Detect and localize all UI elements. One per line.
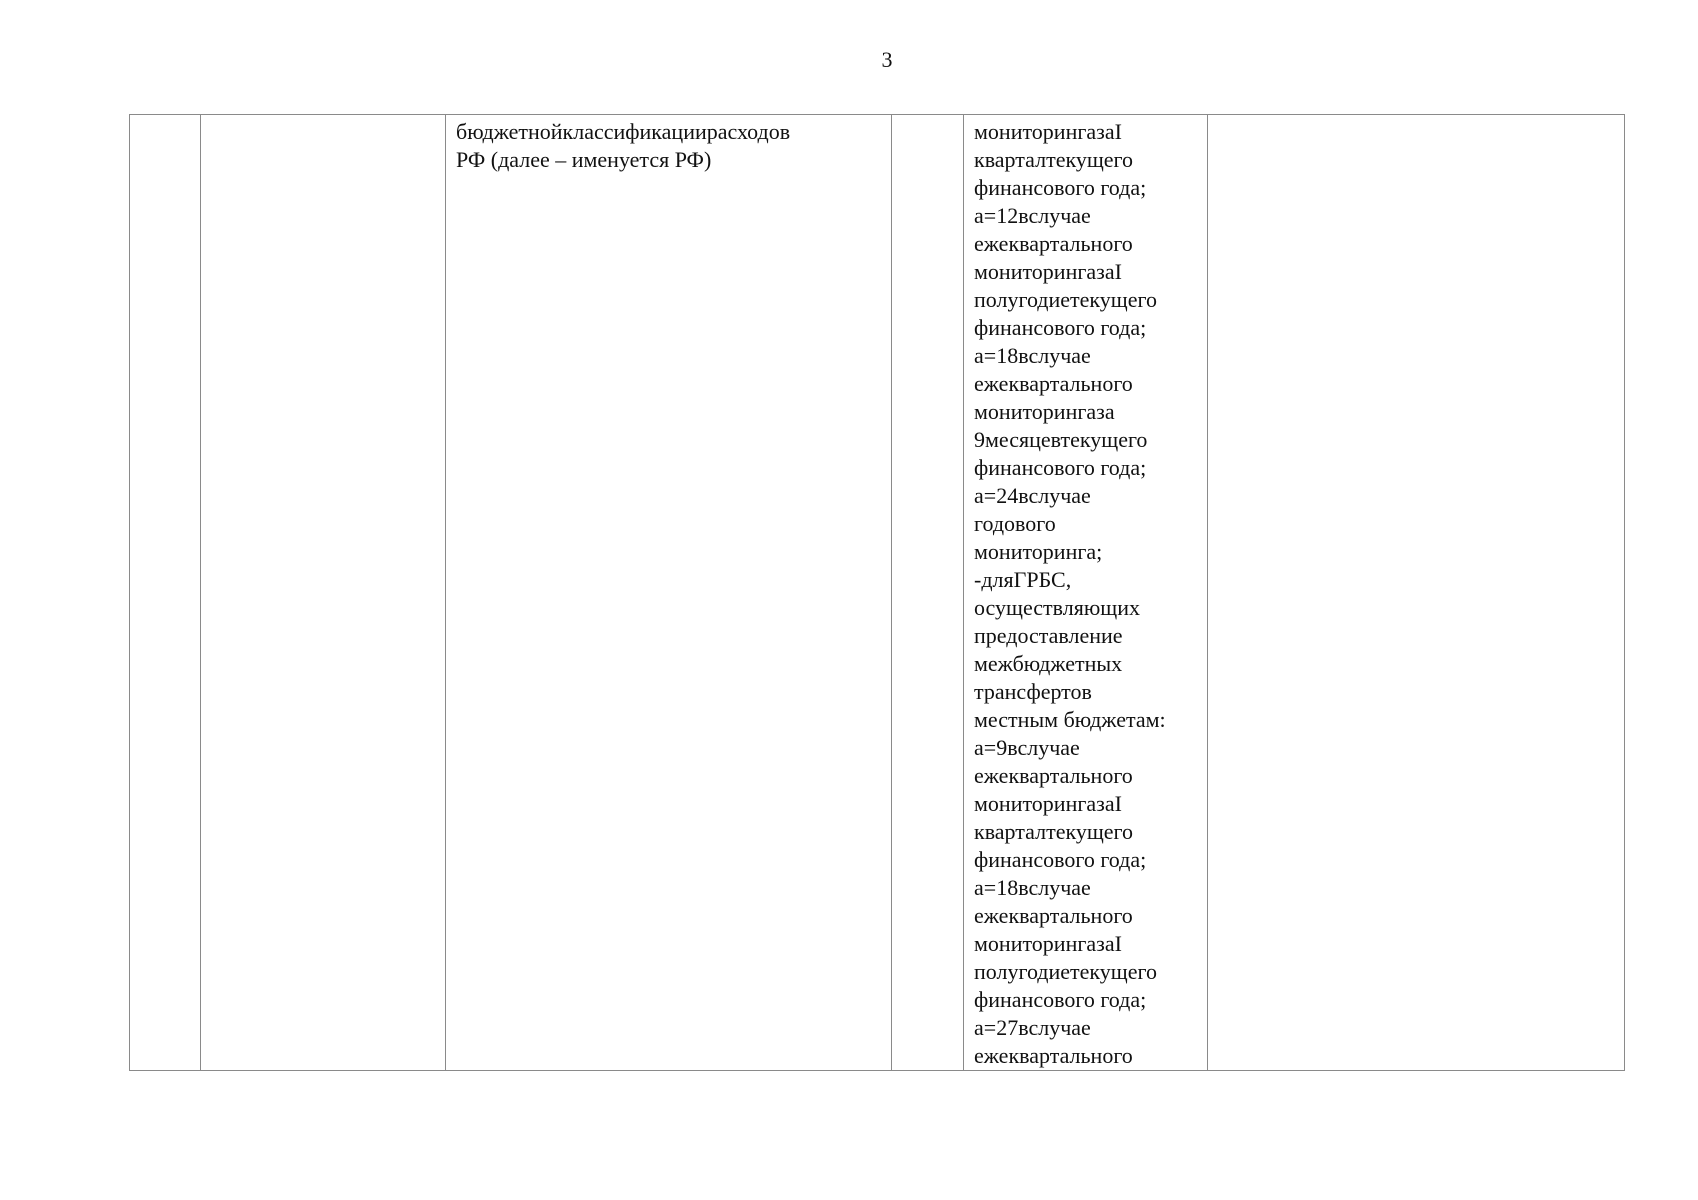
- cell-text-col3: [446, 115, 891, 174]
- word: в: [1018, 343, 1029, 368]
- text-line: [974, 426, 1197, 454]
- word: мониторинга: [974, 399, 1097, 424]
- table-cell-col2: [201, 115, 446, 1071]
- text-line: [974, 146, 1197, 174]
- word: ГРБС,: [1013, 567, 1072, 592]
- word: квартал: [974, 819, 1047, 844]
- word: 27: [996, 1015, 1019, 1040]
- table-cell-col5: [964, 115, 1208, 1071]
- text-line: предоставление: [974, 623, 1123, 648]
- word: 12: [996, 203, 1019, 228]
- word: в: [1018, 875, 1029, 900]
- word: полугодие: [974, 959, 1071, 984]
- word: в: [1007, 735, 1018, 760]
- word: случае: [1028, 203, 1091, 228]
- table-cell-col4: [892, 115, 964, 1071]
- word: 9: [996, 735, 1008, 760]
- text-line: [974, 118, 1197, 146]
- word: мониторинга: [974, 259, 1097, 284]
- text-line: РФ (далее – именуется РФ): [456, 147, 712, 172]
- word: текущего: [1060, 427, 1148, 452]
- text-line: межбюджетных: [974, 651, 1123, 676]
- word: месяцев: [985, 427, 1061, 452]
- table-cell-col3: [446, 115, 892, 1071]
- word: а: [974, 735, 984, 760]
- word: полугодие: [974, 287, 1071, 312]
- word: =: [983, 875, 997, 900]
- word: расходов: [706, 119, 791, 144]
- word: 18: [996, 343, 1019, 368]
- word: квартал: [974, 147, 1047, 172]
- word: случае: [1028, 483, 1091, 508]
- text-line: ежеквартального: [974, 231, 1133, 256]
- word: мониторинга: [974, 119, 1097, 144]
- word: а: [974, 875, 984, 900]
- word: за: [1096, 399, 1115, 424]
- text-line: ежеквартального: [974, 1043, 1133, 1068]
- text-line: [974, 818, 1197, 846]
- text-line: [974, 398, 1197, 426]
- word: =: [983, 483, 997, 508]
- word: а: [974, 343, 984, 368]
- word: I: [1114, 931, 1122, 956]
- word: текущего: [1046, 147, 1134, 172]
- word: в: [1018, 483, 1029, 508]
- text-line: [456, 118, 881, 146]
- word: случае: [1028, 875, 1091, 900]
- word: классификации: [562, 119, 707, 144]
- text-line: [974, 1014, 1197, 1042]
- text-line: [974, 566, 1197, 594]
- text-line: [974, 258, 1197, 286]
- word: I: [1114, 259, 1122, 284]
- text-line: финансового года;: [974, 175, 1147, 200]
- page-number: 3: [881, 47, 893, 72]
- word: случае: [1017, 735, 1080, 760]
- word: бюджетной: [456, 119, 563, 144]
- table-cell-col6: [1208, 115, 1625, 1071]
- text-line: трансфертов: [974, 679, 1092, 704]
- word: в: [1018, 1015, 1029, 1040]
- text-line: осуществляющих: [974, 595, 1140, 620]
- word: в: [1018, 203, 1029, 228]
- word: а: [974, 1015, 984, 1040]
- text-line: местным бюджетам:: [974, 707, 1166, 732]
- text-line: ежеквартального: [974, 903, 1133, 928]
- word: =: [983, 203, 997, 228]
- word: за: [1096, 119, 1115, 144]
- word: за: [1096, 931, 1115, 956]
- word: текущего: [1046, 819, 1134, 844]
- word: за: [1096, 259, 1115, 284]
- text-line: [974, 958, 1197, 986]
- word: -: [974, 567, 982, 592]
- text-line: финансового года;: [974, 315, 1147, 340]
- text-line: [974, 734, 1197, 762]
- word: =: [983, 735, 997, 760]
- text-line: [974, 874, 1197, 902]
- word: текущего: [1070, 287, 1157, 312]
- word: 18: [996, 875, 1019, 900]
- table-cell-col1: [130, 115, 201, 1071]
- word: за: [1096, 791, 1115, 816]
- word: мониторинга: [974, 791, 1097, 816]
- word: =: [983, 343, 997, 368]
- cell-text-col5: [964, 115, 1207, 1070]
- text-line: финансового года;: [974, 455, 1147, 480]
- word: а: [974, 483, 984, 508]
- word: I: [1114, 791, 1122, 816]
- text-line: годового: [974, 511, 1056, 536]
- text-line: финансового года;: [974, 847, 1147, 872]
- text-line: [974, 930, 1197, 958]
- word: I: [1114, 119, 1122, 144]
- text-line: мониторинга;: [974, 539, 1103, 564]
- text-line: ежеквартального: [974, 371, 1133, 396]
- word: для: [981, 567, 1014, 592]
- word: случае: [1028, 343, 1091, 368]
- word: а: [974, 203, 984, 228]
- text-line: ежеквартального: [974, 763, 1133, 788]
- word: текущего: [1070, 959, 1157, 984]
- text-line: финансового года;: [974, 987, 1147, 1012]
- word: случае: [1028, 1015, 1091, 1040]
- word: 24: [996, 483, 1019, 508]
- word: =: [983, 1015, 997, 1040]
- text-line: [974, 482, 1197, 510]
- table-row: [130, 115, 1625, 1071]
- text-line: [974, 286, 1197, 314]
- text-line: [974, 342, 1197, 370]
- word: 9: [974, 427, 985, 452]
- document-table: [129, 114, 1625, 1071]
- text-line: [974, 790, 1197, 818]
- text-line: [974, 202, 1197, 230]
- word: мониторинга: [974, 931, 1097, 956]
